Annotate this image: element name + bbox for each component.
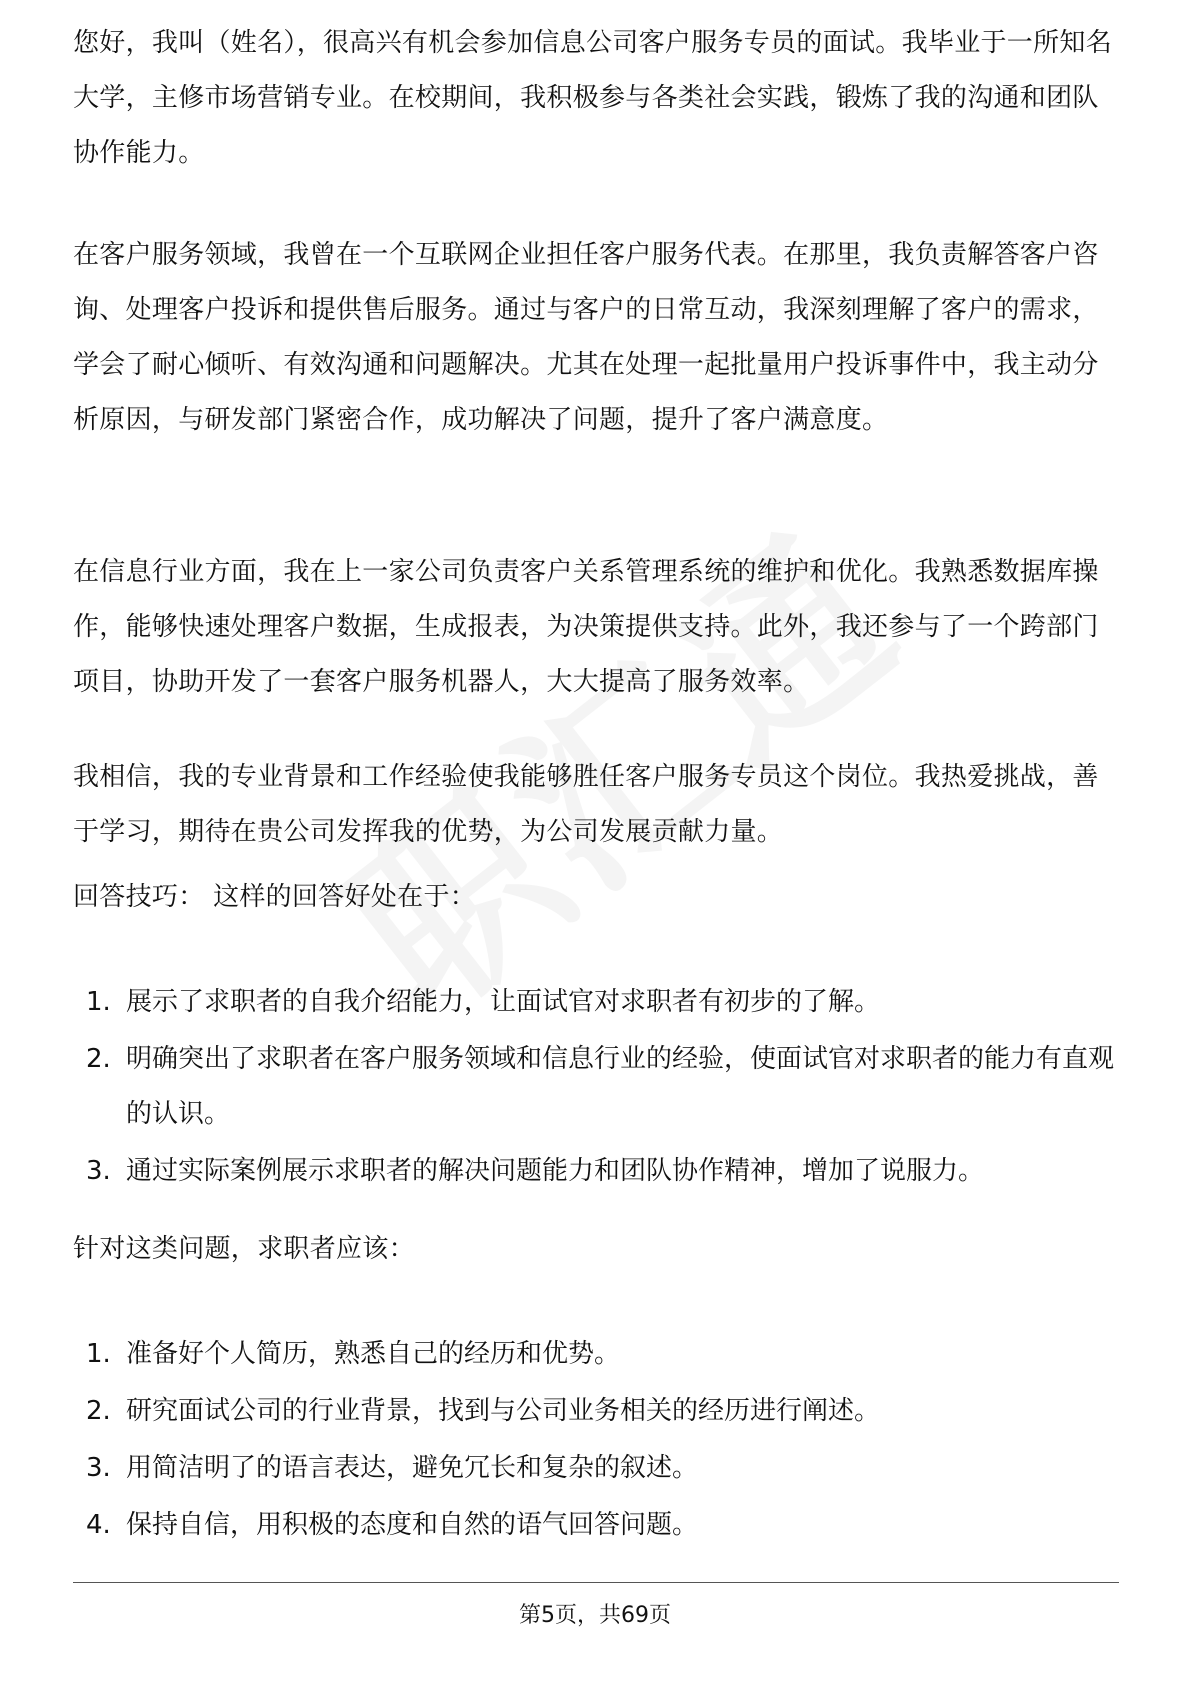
- list-item-text: 研究面试公司的行业背景，找到与公司业务相关的经历进行阐述。: [126, 1396, 881, 1426]
- page-top-crop: [0, 0, 1190, 16]
- paragraph-believe: 我相信，我的专业背景和工作经验使我能够胜任客户服务专员这个岗位。我热爱挑战，善于学习，期待在贵公司发挥我的优势，为公司发展贡献力量。: [73, 762, 1099, 847]
- list-item-number: 2.: [86, 1396, 111, 1426]
- document-page: [73, 0, 1119, 1684]
- paragraph-service: 在客户服务领域，我曾在一个互联网企业担任客户服务代表。在那里，我负责解答客户咨询、处理客户投诉和提供售后服务。通过与客户的日常互动，我深刻理解了客户的需求，学会了耐心倾听、有效沟通和问题解决。尤其在处理一起批量用户投诉事件中，我主动分析原因，与研发部门紧密合作，成功解决了问题，提升了客户满意度。: [73, 240, 1099, 435]
- list-item-number: 3.: [86, 1453, 111, 1483]
- should-list: [73, 1327, 1119, 1555]
- list-item: [73, 1327, 1119, 1382]
- list-item-text: 明确突出了求职者在客户服务领域和信息行业的经验，使面试官对求职者的能力有直观的认识。: [126, 1044, 1115, 1129]
- list-item-text: 用简洁明了的语言表达，避免冗长和复杂的叙述。: [126, 1453, 699, 1483]
- paragraph-intro: 您好，我叫（姓名），很高兴有机会参加信息公司客户服务专员的面试。我毕业于一所知名大学，主修市场营销专业。在校期间，我积极参与各类社会实践，锻炼了我的沟通和团队协作能力。: [73, 28, 1113, 168]
- paragraph-should-heading: 针对这类问题，求职者应该：: [73, 1234, 415, 1264]
- list-item-number: 1.: [86, 987, 111, 1017]
- page-number: 第5页，共69页: [519, 1603, 671, 1628]
- list-item: [73, 1498, 1119, 1553]
- list-item: [73, 1441, 1119, 1496]
- paragraph-tip-heading: 回答技巧： 这样的回答好处在于：: [73, 882, 477, 912]
- tips-list: [73, 975, 1119, 1201]
- list-item: [73, 975, 1119, 1030]
- list-item-number: 2.: [86, 1044, 111, 1074]
- list-item-text: 准备好个人简历，熟悉自己的经历和优势。: [126, 1339, 621, 1369]
- footer-divider: [73, 1582, 1119, 1583]
- list-item-number: 3.: [86, 1156, 111, 1186]
- list-item-text: 展示了求职者的自我介绍能力，让面试官对求职者有初步的了解。: [126, 987, 881, 1017]
- list-item: [73, 1144, 1119, 1199]
- list-item: [73, 1032, 1119, 1142]
- list-item-number: 1.: [86, 1339, 111, 1369]
- list-item-number: 4.: [86, 1510, 111, 1540]
- paragraph-info: 在信息行业方面，我在上一家公司负责客户关系管理系统的维护和优化。我熟悉数据库操作，能够快速处理客户数据，生成报表，为决策提供支持。此外，我还参与了一个跨部门项目，协助开发了一套客户服务机器人，大大提高了服务效率。: [73, 557, 1099, 697]
- list-item: [73, 1384, 1119, 1439]
- list-item-text: 保持自信，用积极的态度和自然的语气回答问题。: [126, 1510, 699, 1540]
- list-item-text: 通过实际案例展示求职者的解决问题能力和团队协作精神，增加了说服力。: [126, 1156, 985, 1186]
